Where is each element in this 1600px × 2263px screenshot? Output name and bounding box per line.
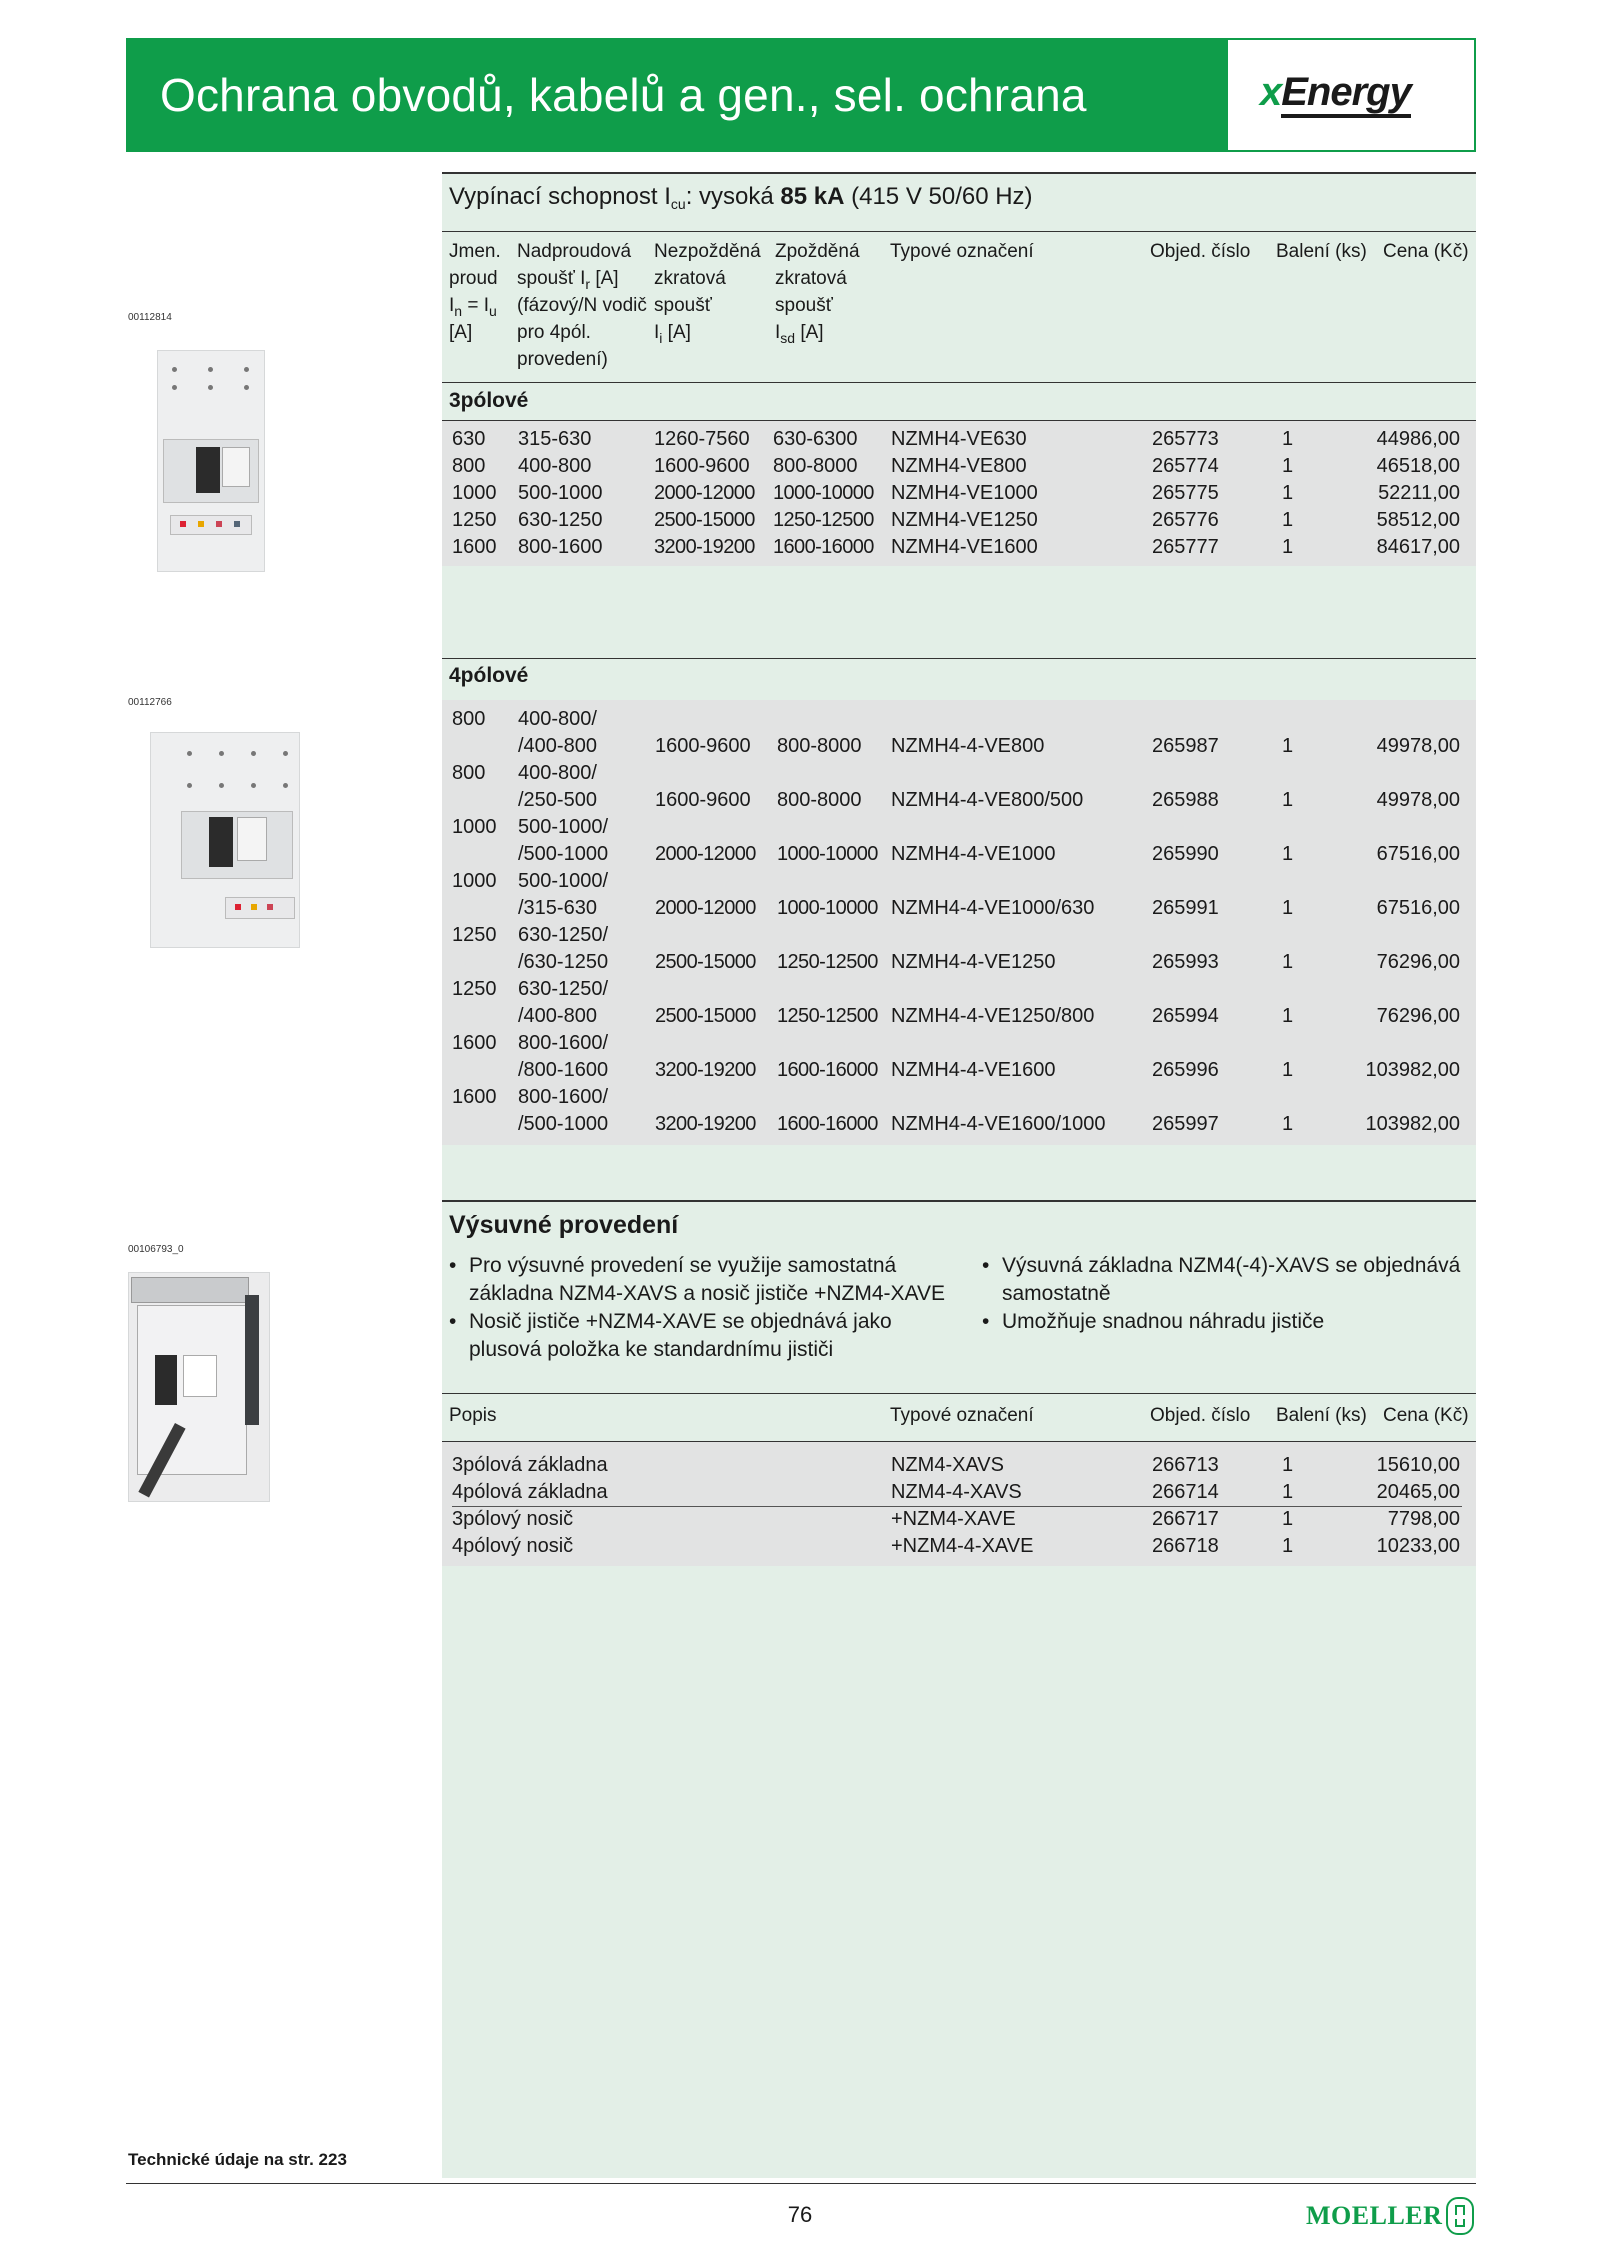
list-item: •	[982, 1254, 990, 1277]
withdrawable-unit-photo	[128, 1272, 270, 1502]
image-code: 00106793_0	[128, 1244, 184, 1255]
divider	[442, 172, 1476, 174]
image-code: 00112766	[128, 697, 172, 708]
breaking-capacity-heading: Vypínací schopnost $I_{cu}$: vysoká 85 kA (415 V 50/60 Hz)	[449, 183, 1033, 212]
xenergy-logo: xEnergy	[1260, 70, 1411, 115]
section-title-withdrawable: Výsuvné provedení	[449, 1211, 679, 1239]
divider	[442, 1393, 1476, 1394]
list-item: •	[982, 1310, 990, 1333]
list-item: •	[449, 1310, 457, 1333]
group-title-4pole: 4pólové	[449, 664, 529, 687]
divider	[442, 382, 1476, 383]
moeller-emblem-icon	[1446, 2197, 1474, 2235]
divider	[442, 1200, 1476, 1202]
technical-data-reference: Technické údaje na str. 223	[128, 2150, 347, 2169]
list-item: •	[449, 1254, 457, 1277]
page-title: Ochrana obvodů, kabelů a gen., sel. ochrana	[160, 69, 1087, 121]
divider	[442, 658, 1476, 659]
page-number: 76	[787, 2202, 813, 2227]
divider	[442, 231, 1476, 232]
image-code: 00112814	[128, 312, 172, 323]
breaker-4pole-photo	[150, 732, 300, 948]
moeller-logo-text: MOELLER	[1306, 2201, 1443, 2230]
breaker-3pole-photo	[157, 350, 265, 572]
footer-divider	[126, 2183, 1476, 2184]
brand-box	[1228, 40, 1474, 150]
group-title-3pole: 3pólové	[449, 389, 529, 412]
terminals	[164, 355, 258, 395]
page-header	[126, 38, 1476, 152]
